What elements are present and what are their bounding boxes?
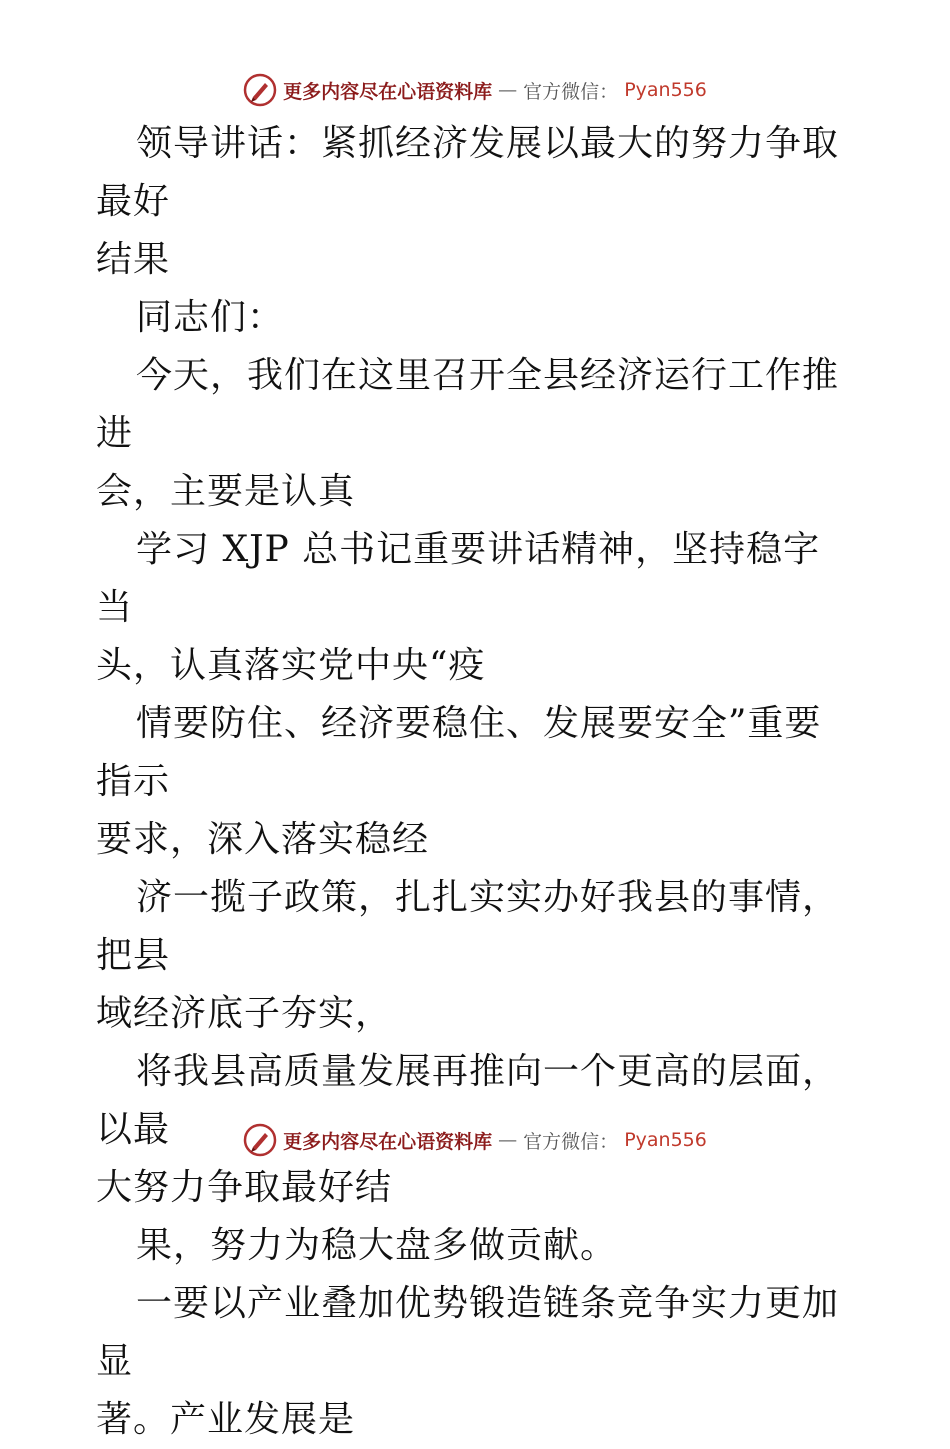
watermark-official-label: 官方微信： xyxy=(523,80,619,103)
pen-logo-icon xyxy=(243,73,277,107)
footer-watermark xyxy=(0,1120,950,1160)
paragraph: 将我县高质量发展再推向一个更高的层面，以最 大努力争取最好结 xyxy=(96,1051,840,1208)
header-watermark xyxy=(0,70,950,110)
watermark-brand: 更多内容尽在心语资料库 xyxy=(283,1130,493,1153)
pen-logo-icon xyxy=(243,1123,277,1157)
paragraph: 果，努力为稳大盘多做贡献。 xyxy=(136,1225,618,1266)
watermark-dash: — xyxy=(498,1129,518,1151)
paragraph: 济一揽子政策，扎扎实实办好我县的事情，把县 域经济底子夯实， xyxy=(96,877,840,1034)
paragraph: 学习 XJP 总书记重要讲话精神，坚持稳字当 头，认真落实党中央“疫 xyxy=(96,529,821,686)
watermark-wechat-id: Pyan556 xyxy=(624,1129,707,1151)
paragraph-salutation: 同志们： xyxy=(136,297,285,338)
watermark-brand: 更多内容尽在心语资料库 xyxy=(283,80,493,103)
paragraph: 一要以产业叠加优势锻造链条竞争实力更加显 著。产业发展是 xyxy=(96,1283,840,1440)
paragraph: 今天，我们在这里召开全县经济运行工作推进 会，主要是认真 xyxy=(96,355,840,512)
paragraph: 情要防住、经济要稳住、发展要安全”重要指示 要求，深入落实稳经 xyxy=(96,703,822,860)
document-body xyxy=(96,115,856,1449)
watermark-official-label: 官方微信： xyxy=(523,1130,619,1153)
watermark-wechat-id: Pyan556 xyxy=(624,79,707,101)
watermark-dash: — xyxy=(498,79,518,101)
paragraph-title: 领导讲话：紧抓经济发展以最大的努力争取最好 结果 xyxy=(96,123,840,280)
